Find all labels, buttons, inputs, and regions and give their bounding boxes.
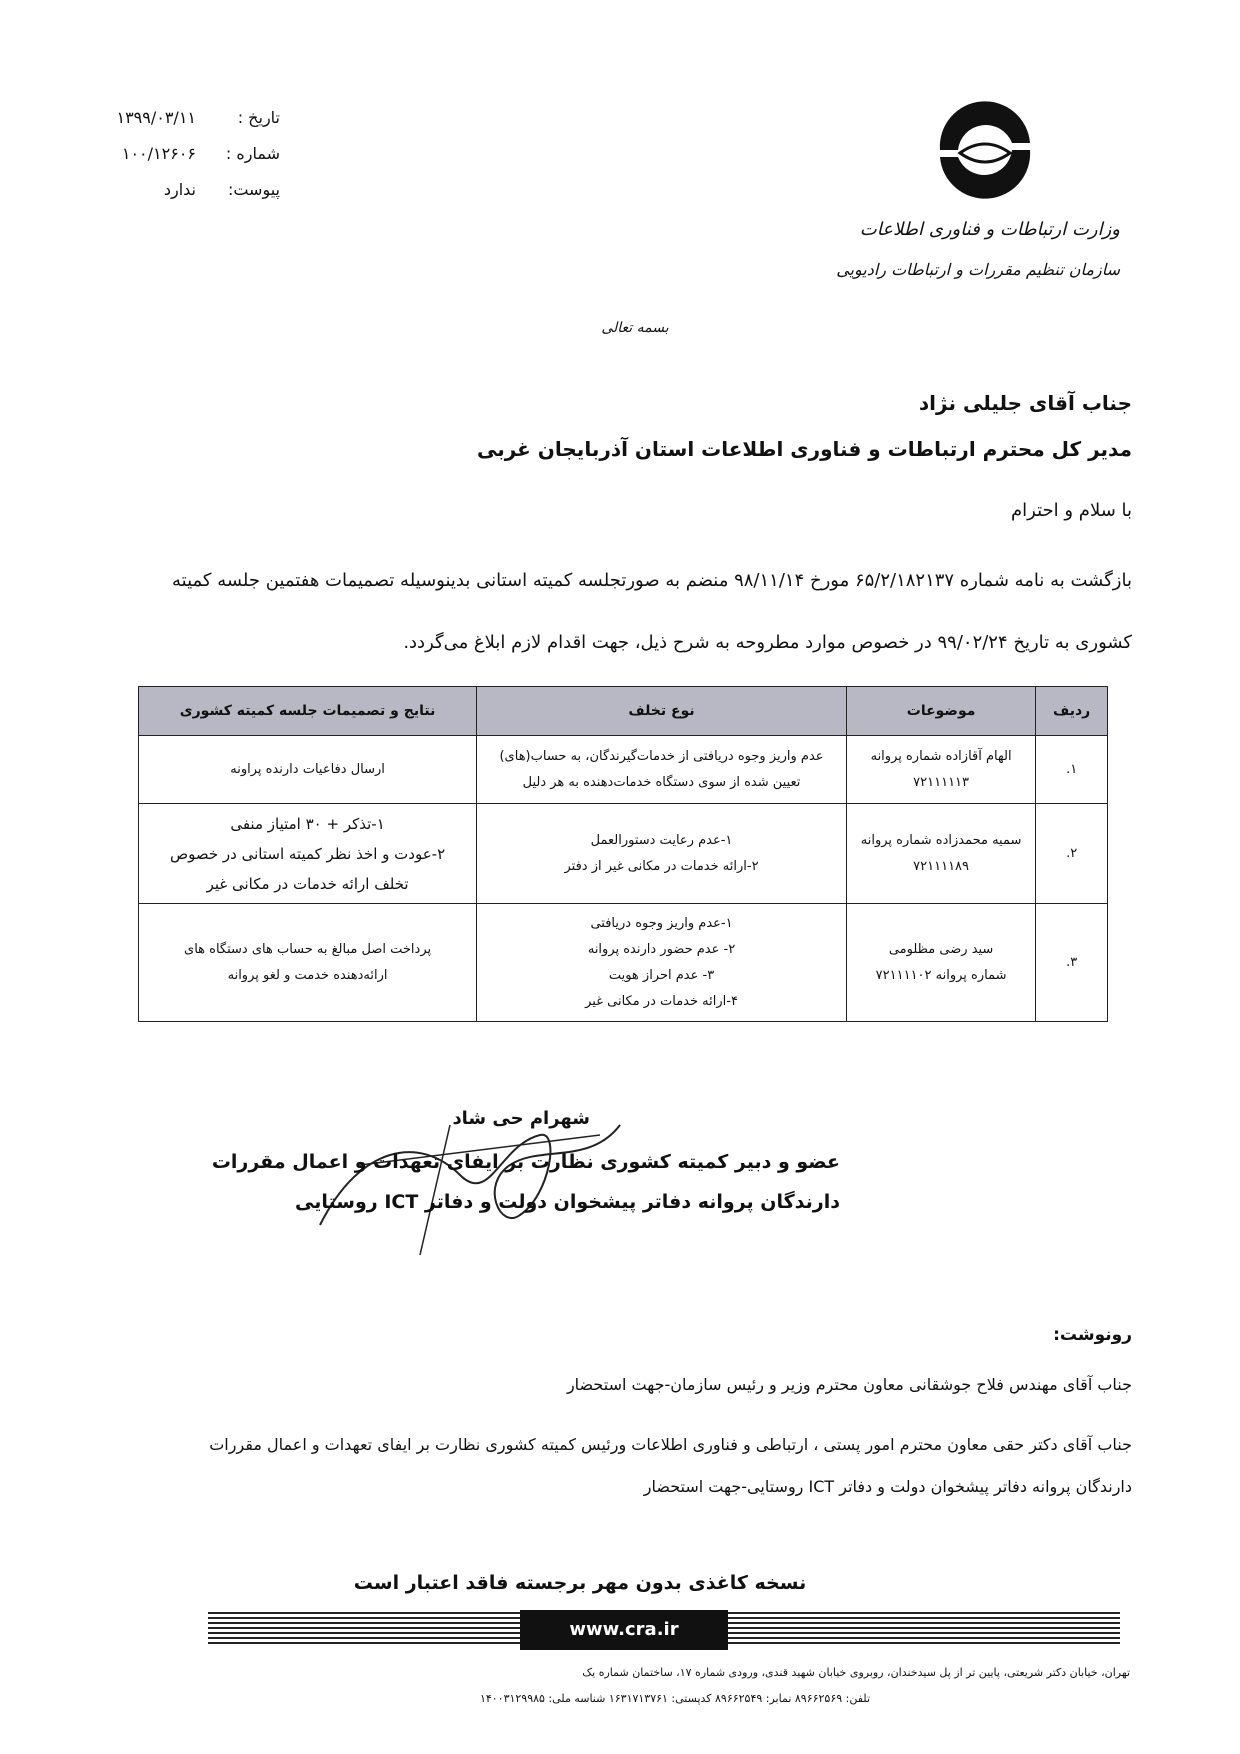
row-result: ارسال دفاعیات دارنده پراونه xyxy=(139,736,477,804)
table-row xyxy=(139,904,1108,1022)
header-radif: ردیف xyxy=(1036,687,1108,736)
table-row xyxy=(139,804,1108,904)
body-line-2: کشوری به تاریخ ۹۹/۰۲/۲۴ در خصوص موارد مطروحه به شرح ذیل، جهت اقدام لازم ابلاغ می‌گردد. xyxy=(403,632,1132,653)
row-subject: سید رضی مظلومی شماره پروانه ۷۲۱۱۱۱۰۲ xyxy=(846,904,1035,1022)
cc-item-2-line2: دارندگان پروانه دفاتر پیشخوان دولت و دفاتر ICT روستایی-جهت استحضار xyxy=(643,1477,1132,1496)
body-paragraph xyxy=(112,550,1132,674)
date-value: ۱۳۹۹/۰۳/۱۱ xyxy=(116,108,196,127)
row-subject: سمیه محمدزاده شماره پروانه ۷۲۱۱۱۱۸۹ xyxy=(846,804,1035,904)
number-value: ۱۰۰/۱۲۶۰۶ xyxy=(121,144,196,163)
footer-address: تهران، خیابان دکتر شریعتی، پایین تر از پل سیدخندان، روبروی خیابان شهید قندی، ورودی شماره ۱۷، ساختمان شماره یک xyxy=(582,1666,1130,1679)
attachment-label: پیوست: xyxy=(227,180,280,199)
ministry-header xyxy=(820,210,1120,290)
row-radif: ۲. xyxy=(1036,804,1108,904)
ministry-logo-icon xyxy=(930,95,1040,205)
number-row xyxy=(110,136,280,172)
basmala: بسمه تعالی xyxy=(601,320,669,336)
addressee-name: جناب آقای جلیلی نژاد xyxy=(918,391,1132,415)
date-label: تاریخ : xyxy=(237,108,280,127)
organization-name: سازمان تنظیم مقررات و ارتباطات رادیویی xyxy=(836,260,1120,279)
cc-heading: رونوشت: xyxy=(1053,1325,1132,1345)
number-label: شماره : xyxy=(225,144,280,163)
row-result: ۱-تذکر + ۳۰ امتیاز منفی ۲-عودت و اخذ نظر کمیته استانی در خصوص تخلف ارائه خدمات در مکانی غیر xyxy=(139,804,477,904)
header-subject: موضوعات xyxy=(846,687,1035,736)
row-violation: ۱-عدم رعایت دستورالعمل ۲-ارائه خدمات در مکانی غیر از دفتر xyxy=(477,804,847,904)
ministry-name: وزارت ارتباطات و فناوری اطلاعات xyxy=(859,219,1120,240)
addressee xyxy=(232,380,1132,472)
website-link[interactable]: www.cra.ir xyxy=(520,1610,728,1650)
signatory-name: شهرام حی شاد xyxy=(452,1108,590,1129)
row-subject: الهام آقازاده شماره پروانه ۷۲۱۱۱۱۱۳ xyxy=(846,736,1035,804)
footer-stripes-right xyxy=(728,1612,1120,1650)
footer-stripes-left xyxy=(208,1612,520,1650)
signatory-title-line2: دارندگان پروانه دفاتر پیشخوان دولت و دفاتر ICT روستایی xyxy=(295,1191,840,1213)
validity-notice: نسخه کاغذی بدون مهر برجسته فاقد اعتبار است xyxy=(353,1572,807,1594)
header-result: نتایج و تصمیمات جلسه کمیته کشوری xyxy=(139,687,477,736)
decisions-table xyxy=(138,686,1108,1022)
row-radif: ۳. xyxy=(1036,904,1108,1022)
row-violation: عدم واریز وجوه دریافتی از خدمات‌گیرندگان، به حساب(های) تعیین شده از سوی دستگاه خدمات‌دهنده به هر دلیل xyxy=(477,736,847,804)
table-row xyxy=(139,736,1108,804)
letter-meta xyxy=(110,100,280,208)
greeting: با سلام و احترام xyxy=(1011,500,1132,521)
signatory-title xyxy=(100,1142,840,1222)
cc-item-2-line1: جناب آقای دکتر حقی معاون محترم امور پستی ، ارتباطی و فناوری اطلاعات ورئیس کمیته کشوری نظارت بر ایفای تعهدات و اعمال مقررات xyxy=(209,1435,1132,1454)
body-line-1: بازگشت به نامه شماره ۶۵/۲/۱۸۲۱۳۷ مورخ ۹۸/۱۱/۱۴ منضم به صورتجلسه کمیته استانی بدینوسیله تصمیمات هفتمین جلسه کمیته xyxy=(172,570,1132,591)
cc-item-1: جناب آقای مهندس فلاح جوشقانی معاون محترم وزیر و رئیس سازمان-جهت استحضار xyxy=(566,1375,1132,1394)
signatory-title-line1: عضو و دبیر کمیته کشوری نظارت بر ایفای تعهدات و اعمال مقررات xyxy=(211,1151,840,1173)
attachment-row xyxy=(110,172,280,208)
date-row xyxy=(110,100,280,136)
addressee-title: مدیر کل محترم ارتباطات و فناوری اطلاعات استان آذربایجان غربی xyxy=(477,437,1132,461)
table-header-row xyxy=(139,687,1108,736)
row-result: پرداخت اصل مبالغ به حساب های دستگاه های ارائه‌دهنده خدمت و لغو پروانه xyxy=(139,904,477,1022)
footer-contacts: تلفن: ۸۹۶۶۲۵۶۹ نمابر: ۸۹۶۶۲۵۴۹ کدپستی: ۱۶۳۱۷۱۳۷۶۱ شناسه ملی: ۱۴۰۰۳۱۲۹۹۸۵ xyxy=(479,1692,870,1705)
header-violation: نوع تخلف xyxy=(477,687,847,736)
cc-item-2 xyxy=(102,1424,1132,1508)
attachment-value: ندارد xyxy=(163,180,196,199)
row-violation: ۱-عدم واریز وجوه دریافتی ۲- عدم حضور دارنده پروانه ۳- عدم احراز هویت ۴-ارائه خدمات در مکانی غیر xyxy=(477,904,847,1022)
row-radif: ۱. xyxy=(1036,736,1108,804)
